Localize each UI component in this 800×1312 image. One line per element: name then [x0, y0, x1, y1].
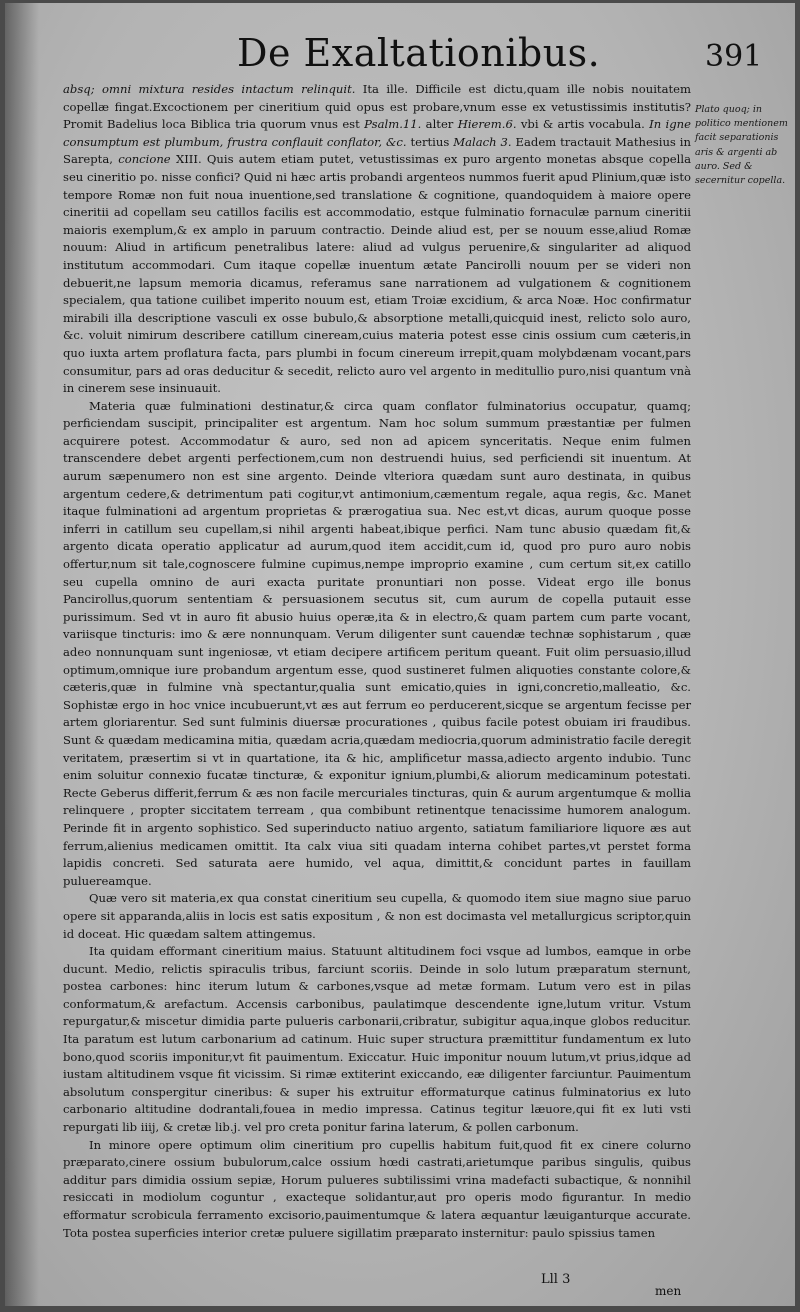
page-number: 391: [705, 39, 763, 74]
running-head: [5, 31, 795, 75]
text-run: Eadem tractauit Mathesius in Sarepta,: [63, 134, 691, 167]
paragraph: [63, 81, 691, 398]
catchword: men: [655, 1284, 682, 1298]
italic-text: absq; omni mixtura resides intactum relinquit.: [63, 82, 356, 96]
text-run: XIII. Quis autem etiam putet, vetustissimas ex puro argento monetas absque copella seu cineritio po. nisse confici? Quid ni hæc artis probandi argenteos nummos fuerit apud Plinium,quæ isto tempore Romæ non fuit noua inuentione,sed translatione & cognitione, quandoquidem à maiore opere cineritii ad copellam seu catillos facilis est accommodatio, estque fulminatio fornaculæ parnum cineritii maioris exemplum,& ex amplo in paruum contractio. Deinde aliud est, per se nouum esse,aliud Romæ nouum: Aliud in artificum penetralibus latere: aliud ad vulgus peruenire,& singulariter ad aliquod institutum accommodari. Cum itaque copellæ inuentum ætate Pancirolli nouum per se videri non debuerit,ne lapsum memoria dicamus, referamus sane narrationem ad vulgationem & cognitionem specialem, qua tatione cuilibet imperito nouum est, etiam Troiæ excidium, & arca Noæ. Hoc confirmatur mirabili illa descriptione vasculi ex osse bubulo,& absorptione metalli,quicquid inest, relicto solo auro, &c. voluit nimirum describere catillum cineream,cuius materia potest esse cinis ossium cum cæteris,in quo iuxta artem proflatura facta, pars plumbi in focum cinereum irrepit,quam molybdænam vocant,pars consumitur, pars ad oras deducitur & secedit, relicto auro vel argento in meditullio puro,nisi quantum vnà in cinerem sese insinuauit.: [63, 152, 691, 396]
text-run: alter: [421, 117, 458, 132]
text-run: tertius: [406, 134, 454, 149]
text-run: Quæ vero sit materia,ex qua constat cineritium seu cupella, & quomodo item siue magno siue paruo opere sit apparanda,aliis in locis est satis expositum , & non est docimasta vel metallurgicus scriptor,quin id doceat. Hic quædam saltem attingemus.: [63, 891, 691, 941]
italic-text: concione: [118, 152, 171, 167]
paragraph: [63, 398, 691, 891]
text-run: Ita ille. Difficile est dictu,quam ille nobis nouitatem copellæ fingat.Excoctionem per cineritium quid opus est probare,vnum esse ex vetustissimis institutis? Promit Badelius loca Biblica tria quorum vnus est: [63, 82, 691, 132]
text-run: Ita quidam efformant cineritium maius. Statuunt altitudinem foci vsque ad lumbos, eamque in orbe ducunt. Medio, relictis spiraculis tribus, farciunt scoriis. Deinde in solo lutum præparatum sternunt, postea carbones: hinc iterum lutum & carbones,vsque ad metæ formam. Lutum vero est in pilas conformatum,& arefactum. Accensis carbonibus, paulatimque descendente igne,lutum vritur. Vstum repurgatur,& miscetur dimidia parte pulueris carbonarii,cribratur, subigitur aqua,inque globos reducitur. Ita paratum est lutum carbonarium ad catinum. Huic super structura præmittitur fundamentum ex luto bono,quod scoriis imponitur,vt fit pauimentum. Exiccatur. Huic imponitur nouum lutum,vt prius,idque ad iustam altitudinem vsque fit vicissim. Si rimæ extiterint exiccando, eæ diligenter farciuntur. Pauimentum absolutum conspergitur cineribus: & super his extruitur efformaturque catinus fulminatorius ex luto carbonario altitudine dodrantali,fouea in medio impressa. Catinus tegitur læuore,qui fit ex luti vsti repurgati lib iiij, & cretæ lib.j. vel pro creta ponitur farina laterum, & pollen carbonum.: [63, 944, 691, 1135]
italic-text: In igne consumptum est plumbum, frustra conflauit conflator, &c.: [63, 117, 692, 149]
paragraph: [63, 943, 691, 1137]
text-run: vbi & artis vocabula.: [516, 117, 650, 132]
text-run: In minore opere optimum olim cineritium pro cupellis habitum fuit,quod fit ex cinere colurno præparato,cinere ossium bubulorum,calce ossium hœdi castrati,arietumque paribus singulis, quibus additur pars dimidia ossium sepiæ, Horum pulueres subtilissimi vrina madefacti subactique, & nonnihil resiccati in modiolum coguntur , exacteque solidantur,aut pro operis modo figurantur. In medio efformatur scrobicula ferramento excisorio,pauimentumque & latera æquantur læuiganturque accurate. Tota postea superficies interior cretæ puluere sigillatim præparato insternitur: paulo spissius tamen: [63, 1137, 691, 1240]
italic-text: Psalm.11.: [364, 117, 422, 132]
paragraph: [63, 1137, 691, 1243]
signature-mark: Lll 3: [541, 1272, 571, 1287]
italic-text: Malach 3.: [453, 134, 512, 149]
book-page: [5, 3, 795, 1306]
text-run: Materia quæ fulminationi destinatur,& circa quam conflator fulminatorius occupatur, quamq; perficiendam suscipit, principaliter est argentum. Nam hoc solum summum præstantiæ per fulmen acquirere potest. Accommodatur & auro, sed non ad apicem synceritatis. Neque enim fulmen transcendere debet argenti perfectionem,cum non destruendi huius, sed perficiendi sit inuentum. At aurum sæpenumero non est sine argento. Deinde vlteriora quædam sunt auro destinata, in quibus argentum cedere,& detrimentum pati cogitur,vt antimonium,cæmentum regale, aqua regis, &c. Manet itaque fulminationi ad argentum proprietas & prærogatiua sua. Nec est,vt dicas, aurum quoque posse inferri in catillum seu cupellam,si nihil argenti habeat,ibique perfici. Nam tunc abusio quædam fit,& argento dicata operatio applicatur ad aurum,quod item accidit,cum id, quod pro puro auro nobis offertur,num sit tale,cognoscere fulmine cupimus,nempe improprio examine , cum certum sit,ex catillo seu cupella omnino de auri exacta puritate pronuntiari non posse. Videat ergo ille bonus Pancirollus,quorum sententiam & persuasionem secutus sit, cum aurum de copella putauit esse purissimum. Sed vt in auro fit abusio huius operæ,ita & in electro,& quam partem cum parte vocant, variisque tincturis: imo & ære nonnunquam. Verum diligenter sunt cauendæ technæ sophistarum , quæ adeo nonnunquam sunt ingeniosæ, vt etiam decipere artificem peritum queant. Fuit olim persuasio,illud optimum,omnique iure probandum argentum esse, quod sustineret fulmen aliquoties constante colore,& cæteris,quæ in fulmine vnà spectantur,qualia sunt emicatio,quies in igni,concretio,malleatio, &c. Sophistæ ergo in hoc vnice incubuerunt,vt æs aut ferrum eo perducerent,sicque se argentum fecisse per artem gloriarentur. Sed sunt fulminis diuersæ procurationes , quibus facile potest obuiam iri fraudibus. Sunt & quædam medicamina mitia, quædam acria,quædam mediocria,quorum administratio facile deregit veritatem, præsertim si vt in quartatione, ita & hic, amplificetur massa,adiecto argento indubio. Tunc enim soluitur connexio fucatæ tincturæ, & exponitur ignium,plumbi,& aliorum medicaminum potestati. Recte Geberus differit,ferrum & æs non facile mercuriales tincturas, quin & aurum argentumque & mollia relinquere , propter siccitatem terream , qua combibunt retinentque tenacissime humorem analogum. Perinde fit in argento sophistico. Sed superinducto natiuo argento, satiatum familiariore liquore æs aut ferrum,alienius medicamen omittit. Ita calx viua siti quadam interna cohibet partes,vt perstet forma lapidis concreti. Sed saturata aere humido, vel aqua, dimittit,& concidunt partes in fauillam puluereamque.: [63, 398, 691, 888]
italic-text: Hierem.6.: [457, 117, 517, 132]
gutter-shadow: [5, 3, 39, 1306]
running-title: De Exaltationibus.: [237, 31, 601, 75]
body-text: [63, 81, 691, 1242]
paragraph: [63, 890, 691, 943]
marginal-note: Plato quoq; in politico mentionem facit separationis aris & argenti ab auro. Sed & secernitur copella.: [695, 104, 788, 187]
